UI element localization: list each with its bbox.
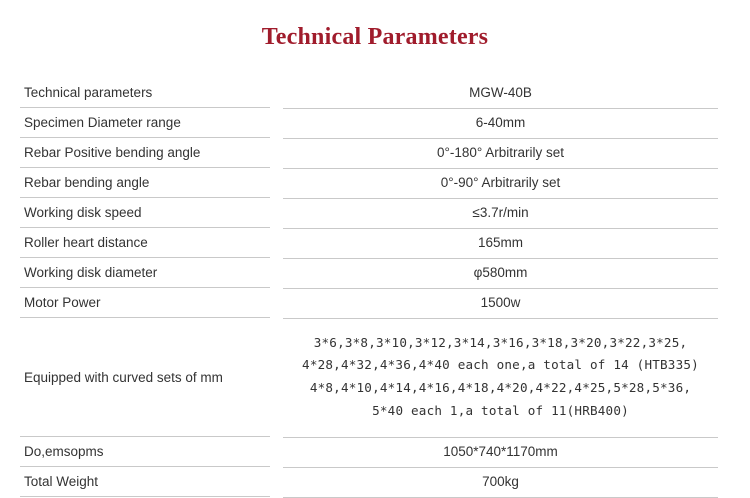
curved-sets-line: 5*40 each 1,a total of 11(HRB400): [372, 402, 629, 418]
curved-sets-line: 4*28,4*32,4*36,4*40 each one,a total of 14 (HTB335): [302, 357, 699, 373]
row-label: Rebar bending angle: [20, 168, 270, 198]
table-row: [20, 437, 718, 467]
row-value: 1500w: [283, 288, 718, 319]
curved-sets-value: [283, 318, 718, 438]
curved-sets-line: 3*6,3*8,3*10,3*12,3*14,3*16,3*18,3*20,3*22,3*25,: [313, 334, 688, 350]
row-value: 0°-90° Arbitrarily set: [283, 168, 718, 199]
table-row: [20, 258, 718, 288]
row-value: 700kg: [283, 467, 718, 498]
table-row: [20, 288, 718, 318]
row-value: 6-40mm: [283, 108, 718, 139]
row-label: Equipped with curved sets of mm: [20, 318, 270, 437]
row-value: 1050*740*1170mm: [283, 437, 718, 468]
row-value: 165mm: [283, 228, 718, 259]
row-label: Motor Power: [20, 288, 270, 318]
row-value: φ580mm: [283, 258, 718, 289]
curved-sets-line: 4*8,4*10,4*14,4*16,4*18,4*20,4*22,4*25,5*28,5*36,: [309, 380, 692, 395]
row-label: Working disk diameter: [20, 258, 270, 288]
row-value: MGW-40B: [283, 78, 718, 109]
table-row: [20, 467, 718, 497]
table-row-curved-sets: [20, 318, 718, 437]
row-value: 0°-180° Arbitrarily set: [283, 138, 718, 169]
row-label: Roller heart distance: [20, 228, 270, 258]
row-label: Specimen Diameter range: [20, 108, 270, 138]
table-row: [20, 168, 718, 198]
row-label: Technical parameters: [20, 78, 270, 108]
table-row: [20, 198, 718, 228]
parameters-table: [20, 78, 718, 497]
table-row: [20, 78, 718, 108]
page-title: Technical Parameters: [261, 24, 489, 50]
row-label: Total Weight: [20, 467, 270, 497]
row-value: ≤3.7r/min: [283, 198, 718, 229]
table-row: [20, 108, 718, 138]
table-row: [20, 228, 718, 258]
table-row: [20, 138, 718, 168]
row-label: Rebar Positive bending angle: [20, 138, 270, 168]
row-label: Do,emsopms: [20, 437, 270, 467]
row-label: Working disk speed: [20, 198, 270, 228]
